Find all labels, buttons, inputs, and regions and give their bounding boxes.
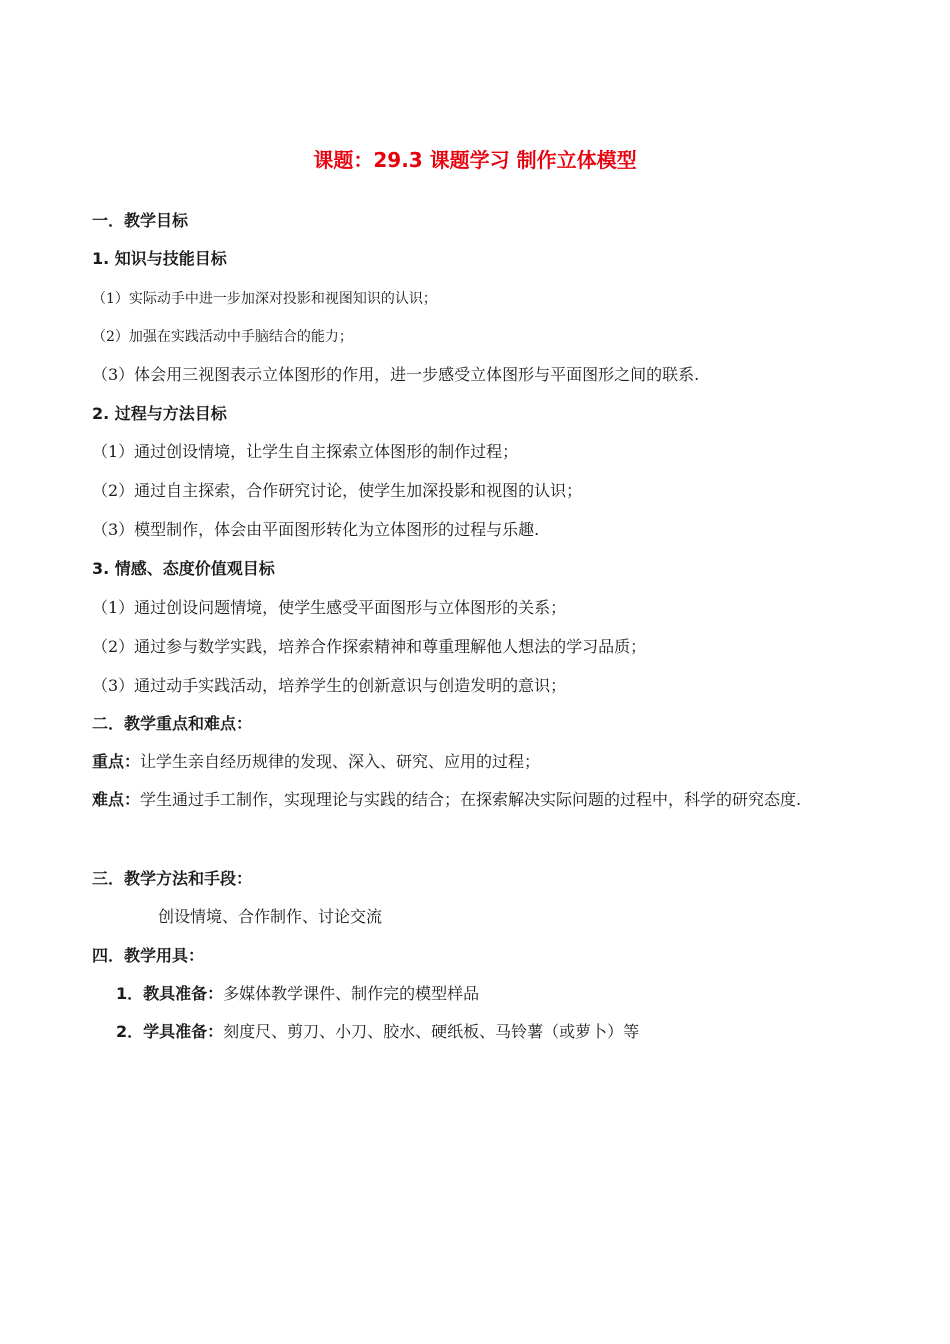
list-item: （1）通过创设情境，让学生自主探索立体图形的制作过程； — [92, 442, 519, 461]
section-heading-methods: 三．教学方法和手段： — [92, 869, 253, 888]
document-title: 课题：29.3 课题学习 制作立体模型 — [313, 148, 637, 172]
tools-item-teacher — [116, 983, 479, 1005]
list-item: （1）实际动手中进一步加深对投影和视图知识的认识； — [92, 291, 437, 307]
key-point-label: 重点： — [92, 752, 141, 771]
methods-text: 创设情境、合作制作、讨论交流 — [158, 907, 383, 926]
subheading-emotion-values: 3. 情感、态度价值观目标 — [92, 559, 275, 578]
tools-item-text: 多媒体教学课件、制作完的模型样品 — [223, 984, 480, 1003]
tools-item-label: 2．学具准备： — [116, 1022, 224, 1041]
list-item: （2）加强在实践活动中手脑结合的能力； — [92, 329, 353, 345]
section-heading-objectives: 一．教学目标 — [92, 211, 189, 230]
list-item: （3）通过动手实践活动，培养学生的创新意识与创造发明的意识； — [92, 676, 567, 695]
section-heading-tools: 四．教学用具： — [92, 946, 205, 965]
difficulty-text: 学生通过手工制作，实现理论与实践的结合；在探索解决实际问题的过程中，科学的研究态度. — [140, 790, 802, 809]
subheading-process-method: 2. 过程与方法目标 — [92, 404, 227, 423]
difficulty-paragraph — [92, 781, 867, 819]
difficulty-label: 难点： — [92, 790, 141, 809]
section-heading-key-points: 二．教学重点和难点： — [92, 714, 253, 733]
key-point-line — [92, 751, 540, 773]
list-item: （2）通过自主探索，合作研究讨论，使学生加深投影和视图的认识； — [92, 481, 583, 500]
list-item: （3）模型制作，体会由平面图形转化为立体图形的过程与乐趣. — [92, 520, 540, 539]
list-item: （3）体会用三视图表示立体图形的作用，进一步感受立体图形与平面图形之间的联系. — [92, 365, 700, 384]
subheading-knowledge-skills: 1. 知识与技能目标 — [92, 249, 227, 268]
list-item: （2）通过参与数学实践，培养合作探索精神和尊重理解他人想法的学习品质； — [92, 637, 647, 656]
tools-item-label: 1．教具准备： — [116, 984, 224, 1003]
list-item: （1）通过创设问题情境，使学生感受平面图形与立体图形的关系； — [92, 598, 567, 617]
tools-item-student — [116, 1021, 639, 1043]
key-point-text: 让学生亲自经历规律的发现、深入、研究、应用的过程； — [140, 752, 541, 771]
tools-item-text: 刻度尺、剪刀、小刀、胶水、硬纸板、马铃薯（或萝卜）等 — [223, 1022, 640, 1041]
